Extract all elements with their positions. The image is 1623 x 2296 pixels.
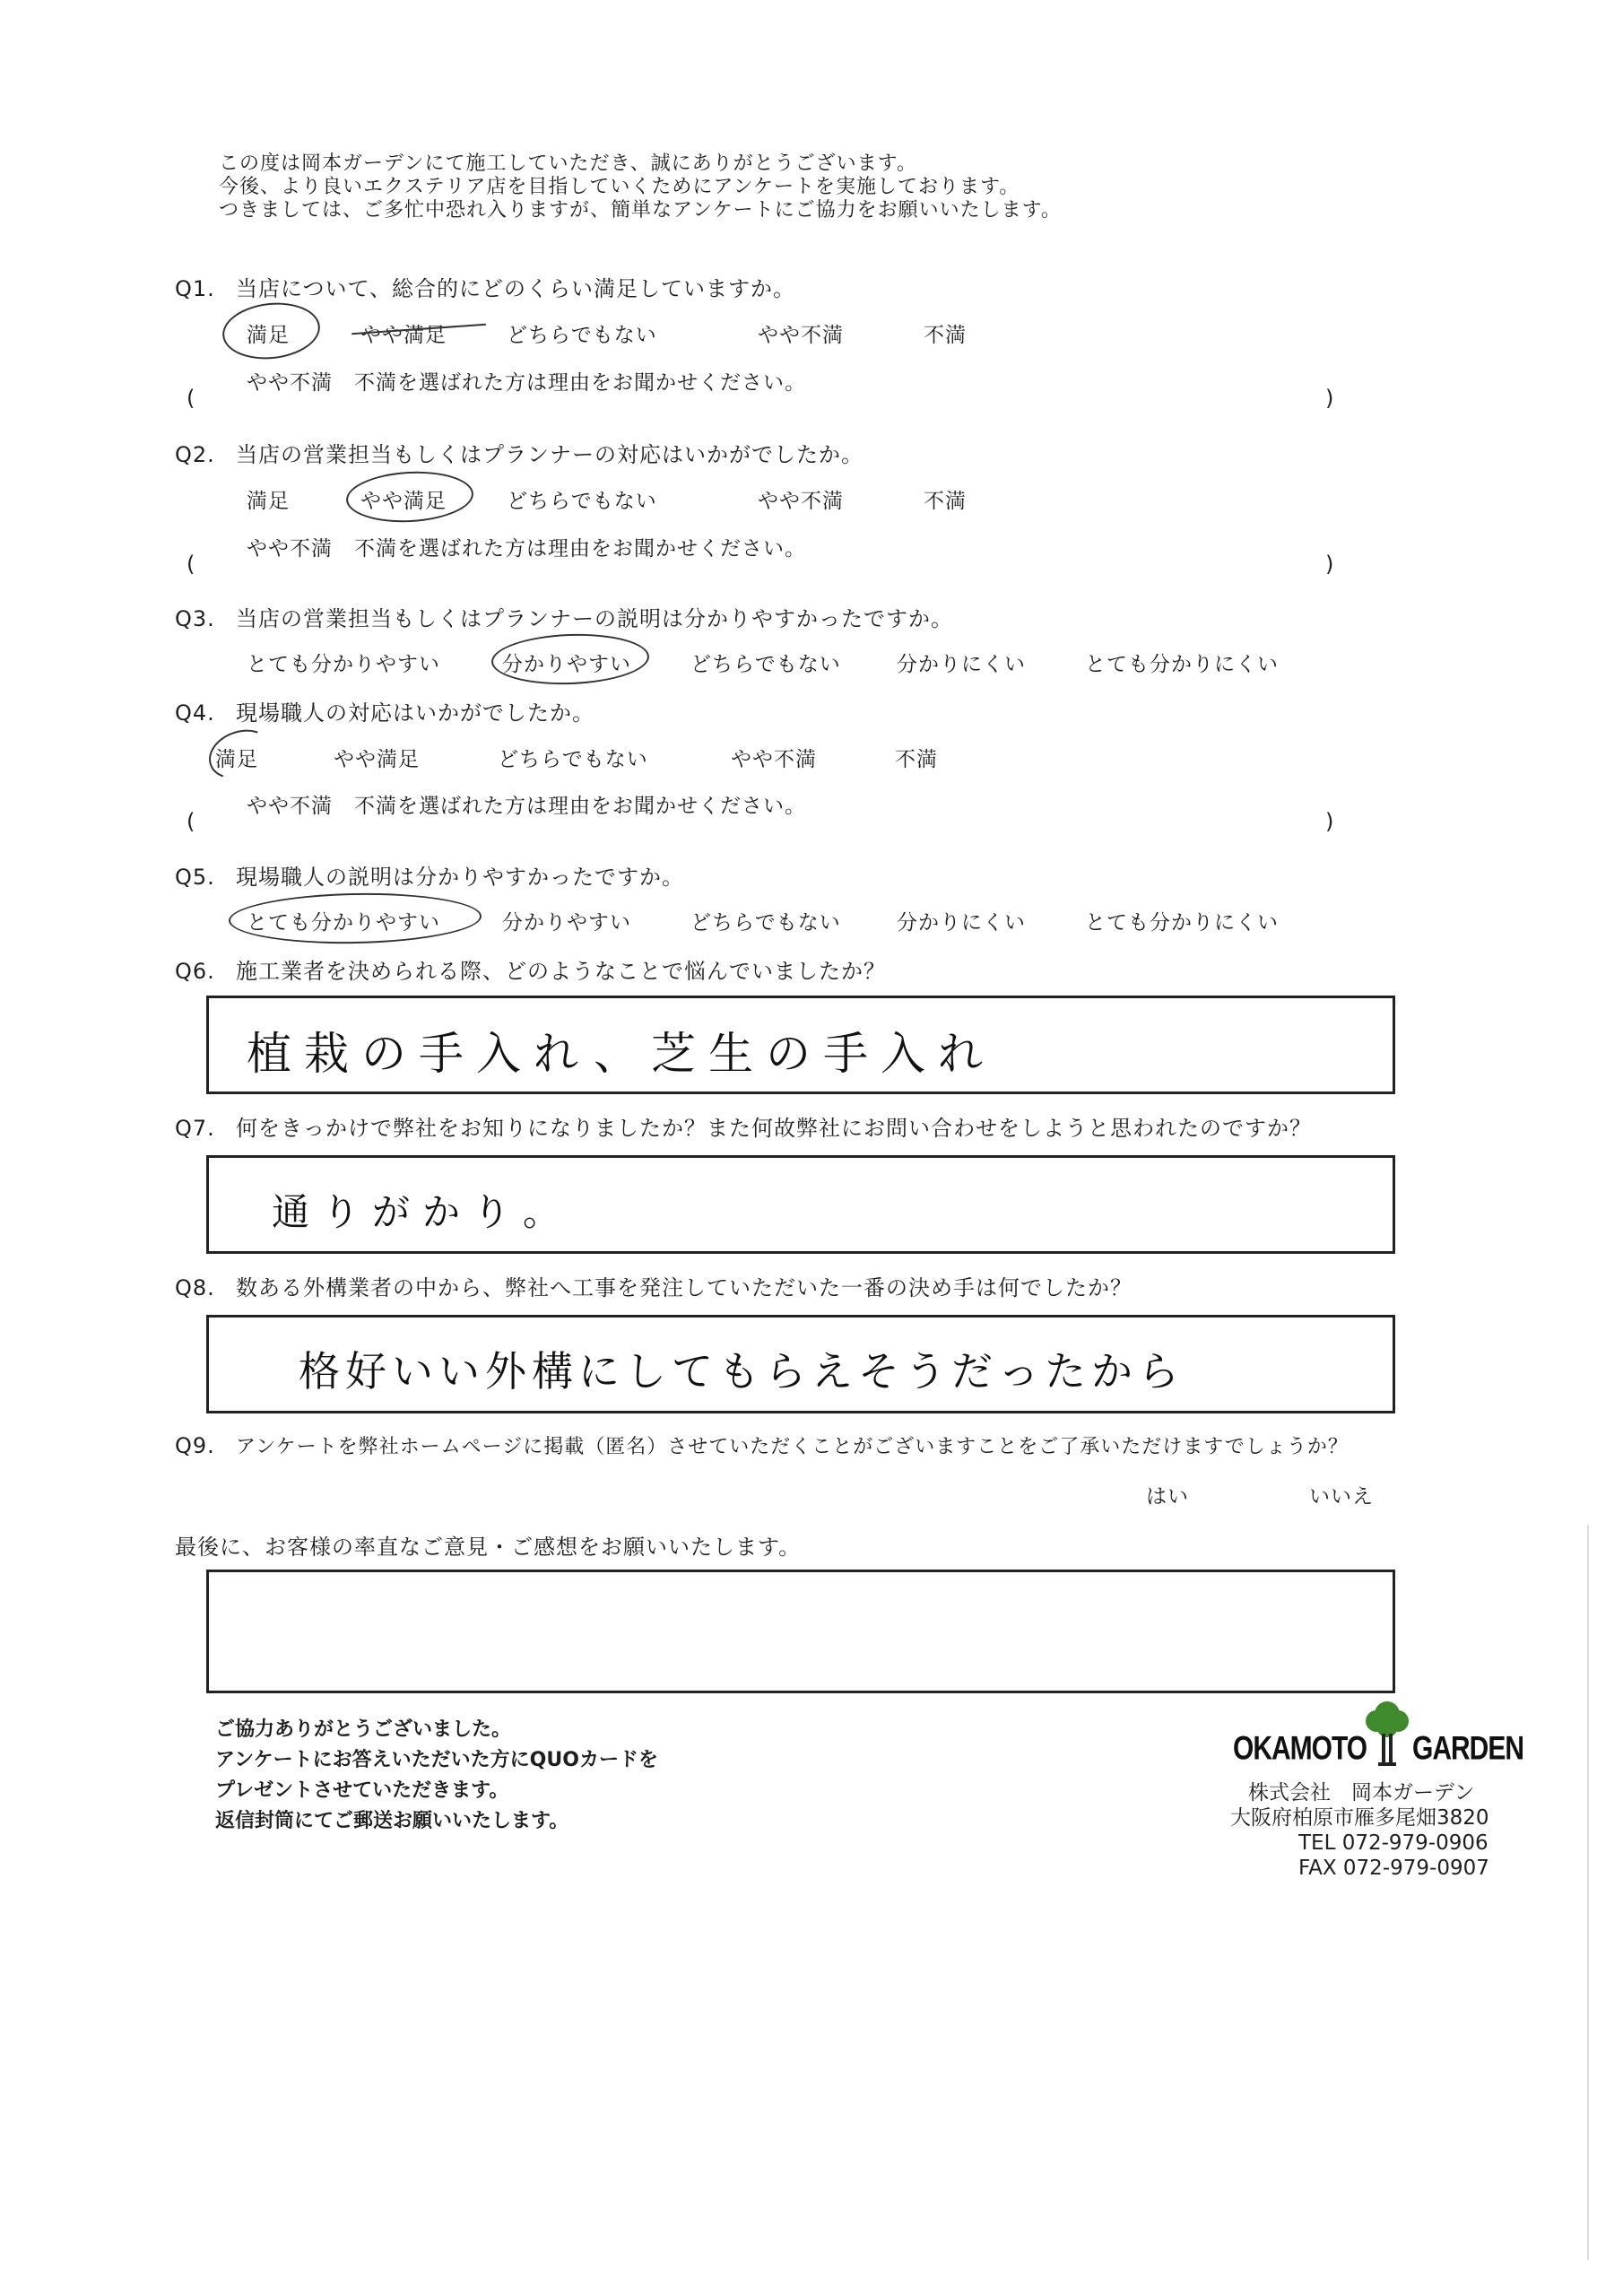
q3-question xyxy=(175,601,953,632)
company-tel: TEL 072-979-0906 xyxy=(1298,1831,1488,1855)
q1-selection-circle xyxy=(220,298,323,363)
q2-text: 当店の営業担当もしくはプランナーの対応はいかがでしたか。 xyxy=(236,442,864,467)
logo-text-right: GARDEN xyxy=(1412,1730,1524,1768)
q3-option-2[interactable]: 分かりやすい xyxy=(502,653,631,676)
q5-text: 現場職人の説明は分かりやすかったですか。 xyxy=(236,865,684,890)
q4-text: 現場職人の対応はいかがでしたか。 xyxy=(236,700,595,726)
footer-line-4: 返信封筒にてご郵送お願いいたします。 xyxy=(215,1810,569,1832)
q4-followup: やや不満 不満を選ばれた方は理由をお聞かせください。 xyxy=(247,795,806,818)
q8-handwritten-answer: 格好いい外構にしてもらえそうだったから xyxy=(299,1347,1185,1396)
q5-selection-circle xyxy=(229,891,482,946)
q1-paren-open: ( xyxy=(187,386,195,411)
q2-selection-circle xyxy=(345,468,475,525)
q4-option-3[interactable]: どちらでもない xyxy=(498,748,648,771)
q3-option-3[interactable]: どちらでもない xyxy=(690,653,841,676)
q4-number: Q4. xyxy=(175,700,215,726)
company-address: 大阪府柏原市雁多尾畑3820 xyxy=(1230,1806,1489,1830)
q5-number: Q5. xyxy=(175,865,215,890)
q6-handwritten-answer: 植栽の手入れ、芝生の手入れ xyxy=(247,1028,995,1080)
q1-text: 当店について、総合的にどのくらい満足していますか。 xyxy=(236,276,796,301)
q2-number: Q2. xyxy=(175,442,215,467)
q2-option-4[interactable]: やや不満 xyxy=(758,490,844,513)
q1-paren-close: ) xyxy=(1325,386,1334,411)
q6-answer-box[interactable] xyxy=(206,996,1395,1094)
scan-edge-line xyxy=(1587,1525,1589,2260)
q3-option-5[interactable]: とても分かりにくい xyxy=(1085,653,1279,676)
q7-handwritten-answer: 通りがかり。 xyxy=(272,1190,574,1234)
q3-selection-circle xyxy=(490,631,650,687)
q1-option-5[interactable]: 不満 xyxy=(924,324,967,347)
q5-option-3[interactable]: どちらでもない xyxy=(690,911,841,935)
q1-followup: やや不満 不満を選ばれた方は理由をお聞かせください。 xyxy=(247,371,806,395)
q1-option-3[interactable]: どちらでもない xyxy=(507,324,657,347)
q4-paren-close: ) xyxy=(1325,809,1334,834)
q2-option-3[interactable]: どちらでもない xyxy=(507,490,657,513)
q7-text: 何をきっかけで弊社をお知りになりましたか？また何故弊社にお問い合わせをしようと思われたのですか？ xyxy=(236,1116,1312,1141)
q4-paren-open: ( xyxy=(187,809,195,834)
q1-option-2[interactable]: やや満足 xyxy=(360,324,447,347)
q3-option-4[interactable]: 分かりにくい xyxy=(897,653,1026,676)
q4-question xyxy=(175,695,595,726)
q4-option-1[interactable]: 満足 xyxy=(215,748,258,771)
q7-number: Q7. xyxy=(175,1116,215,1141)
q1-option-4[interactable]: やや不満 xyxy=(758,324,844,347)
company-fax: FAX 072-979-0907 xyxy=(1298,1857,1489,1880)
q5-option-5[interactable]: とても分かりにくい xyxy=(1085,911,1279,935)
q8-answer-box[interactable] xyxy=(206,1315,1395,1413)
logo-text-left: OKAMOTO xyxy=(1233,1730,1367,1768)
q9-question xyxy=(175,1431,1349,1459)
company-info xyxy=(1230,1780,1489,1881)
q8-text: 数ある外構業者の中から、弊社へ工事を発注していただいた一番の決め手は何でしたか？ xyxy=(236,1275,1133,1300)
q9-text: アンケートを弊社ホームページに掲載（匿名）させていただくことがございますことをご了承いただけますでしょうか？ xyxy=(236,1436,1349,1458)
q2-paren-close: ) xyxy=(1325,552,1334,577)
q1-option-1[interactable]: 満足 xyxy=(247,324,290,347)
q9-yes-option[interactable]: はい xyxy=(1146,1485,1189,1509)
q6-text: 施工業者を決められる際、どのようなことで悩んでいましたか？ xyxy=(236,959,886,984)
q2-option-2[interactable]: やや満足 xyxy=(360,490,447,513)
q4-option-5[interactable]: 不満 xyxy=(895,748,938,771)
q5-question xyxy=(175,859,684,891)
q4-option-4[interactable]: やや不満 xyxy=(731,748,817,771)
intro-line-1: この度は岡本ガーデンにて施工していただき、誠にありがとうございます。 xyxy=(219,152,917,175)
q2-paren-open: ( xyxy=(187,552,195,577)
q1-question xyxy=(175,271,795,302)
q2-option-1[interactable]: 満足 xyxy=(247,490,290,513)
company-name: 株式会社 岡本ガーデン xyxy=(1248,1781,1475,1805)
q2-question xyxy=(175,437,864,468)
q8-number: Q8. xyxy=(175,1275,215,1300)
q9-no-option[interactable]: いいえ xyxy=(1309,1485,1374,1509)
final-answer-box[interactable] xyxy=(206,1570,1395,1693)
final-question: 最後に、お客様の率直なご意見・ご感想をお願いいたします。 xyxy=(175,1535,802,1560)
q7-question xyxy=(175,1110,1312,1142)
footer-line-3: プレゼントさせていただきます。 xyxy=(215,1779,509,1802)
q6-number: Q6. xyxy=(175,959,215,984)
q4-option-2[interactable]: やや満足 xyxy=(334,748,420,771)
q7-answer-box[interactable] xyxy=(206,1155,1395,1254)
company-logo xyxy=(1233,1698,1524,1770)
q5-option-1[interactable]: とても分かりやすい xyxy=(247,911,440,935)
intro-line-2: 今後、より良いエクステリア店を目指していくためにアンケートを実施しております。 xyxy=(219,176,1020,198)
q2-followup: やや不満 不満を選ばれた方は理由をお聞かせください。 xyxy=(247,537,806,561)
intro-line-3: つきましては、ご多忙中恐れ入りますが、簡単なアンケートにご協力をお願いいたします。 xyxy=(219,199,1062,222)
footer-line-2: アンケートにお答えいただいた方にQUOカードを xyxy=(215,1749,658,1771)
q3-number: Q3. xyxy=(175,606,215,631)
footer-line-1: ご協力ありがとうございました。 xyxy=(215,1718,512,1741)
q3-text: 当店の営業担当もしくはプランナーの説明は分かりやすかったですか。 xyxy=(236,606,953,631)
q9-number: Q9. xyxy=(175,1433,215,1458)
tree-icon xyxy=(1360,1698,1414,1768)
q5-option-4[interactable]: 分かりにくい xyxy=(897,911,1026,935)
q4-selection-circle xyxy=(202,721,278,787)
footer-thanks xyxy=(215,1715,658,1837)
intro-text xyxy=(219,152,1062,222)
q8-question xyxy=(175,1270,1133,1301)
q5-option-2[interactable]: 分かりやすい xyxy=(502,911,631,935)
q1-number: Q1. xyxy=(175,276,215,301)
q6-question xyxy=(175,953,886,985)
q2-option-5[interactable]: 不満 xyxy=(924,490,967,513)
q3-option-1[interactable]: とても分かりやすい xyxy=(247,653,440,676)
